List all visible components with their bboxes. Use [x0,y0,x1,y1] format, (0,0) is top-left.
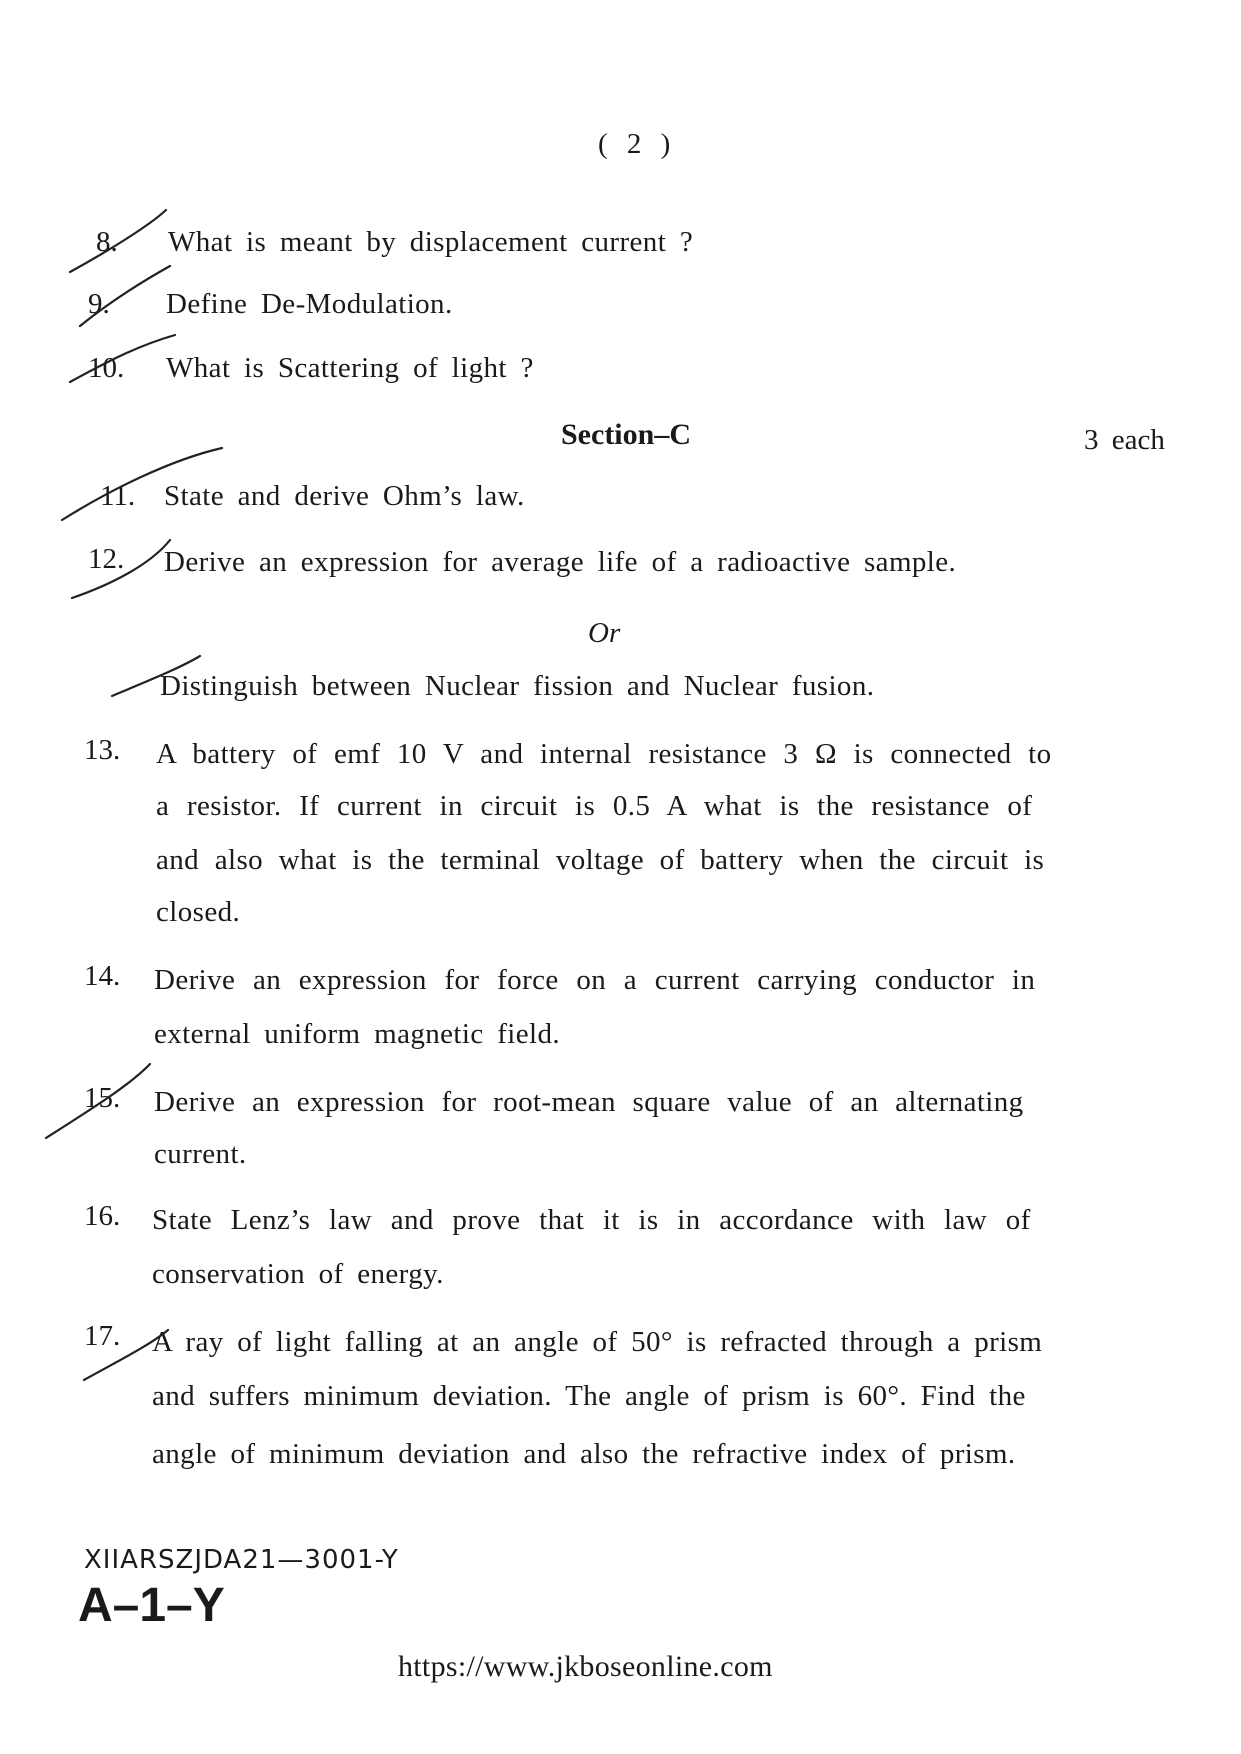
question-text: What is Scattering of light ? [166,352,534,384]
paper-set: A–1–Y [78,1579,225,1632]
question-text: Derive an expression for force on a current carrying conductor in [154,964,1036,996]
question-number: 17. [84,1320,121,1352]
question-number: 10. [88,352,125,384]
or-separator: Or [588,617,621,649]
question-number: 14. [84,960,121,992]
tick-mark [46,1064,150,1138]
question-text: conservation of energy. [152,1258,444,1290]
question-text: Distinguish between Nuclear fission and Nuclear fusion. [160,670,875,702]
question-text: and also what is the terminal voltage of battery when the circuit is [156,844,1045,876]
question-number: 8. [96,226,118,258]
question-text: angle of minimum deviation and also the refractive index of prism. [152,1438,1016,1470]
question-text: A ray of light falling at an angle of 50° is refracted through a prism [152,1326,1043,1358]
question-text: State Lenz’s law and prove that it is in accordance with law of [152,1204,1031,1236]
question-text: and suffers minimum deviation. The angle of prism is 60°. Find the [152,1380,1026,1412]
tick-mark [80,266,170,326]
question-number: 12. [88,543,125,575]
page-number: ( 2 ) [598,128,677,160]
paper-code: XIIARSZJDA21—3001-Y [84,1545,399,1575]
question-text: Derive an expression for root-mean square value of an alternating [154,1086,1024,1118]
question-text: current. [154,1138,247,1170]
question-text: State and derive Ohm’s law. [164,480,525,512]
tick-mark [112,656,200,696]
section-heading: Section–C [561,418,691,451]
question-text: What is meant by displacement current ? [168,226,694,258]
question-text: A battery of emf 10 V and internal resistance 3 Ω is connected to [156,738,1052,770]
question-text: Derive an expression for average life of a radioactive sample. [164,546,957,578]
question-number: 9. [88,288,110,320]
tick-mark [70,335,175,382]
section-marks: 3 each [1084,424,1165,456]
question-text: external uniform magnetic field. [154,1018,561,1050]
question-number: 13. [84,734,121,766]
question-text: closed. [156,896,241,928]
tick-mark [72,540,170,598]
question-text: Define De-Modulation. [166,288,453,320]
question-number: 16. [84,1200,121,1232]
tick-mark [62,448,222,520]
tick-mark [84,1330,168,1380]
question-text: a resistor. If current in circuit is 0.5 A what is the resistance of [156,790,1033,822]
question-number: 11. [100,480,136,512]
tick-mark [70,210,166,272]
source-url: https://www.jkboseonline.com [398,1650,773,1683]
question-number: 15. [84,1082,121,1114]
